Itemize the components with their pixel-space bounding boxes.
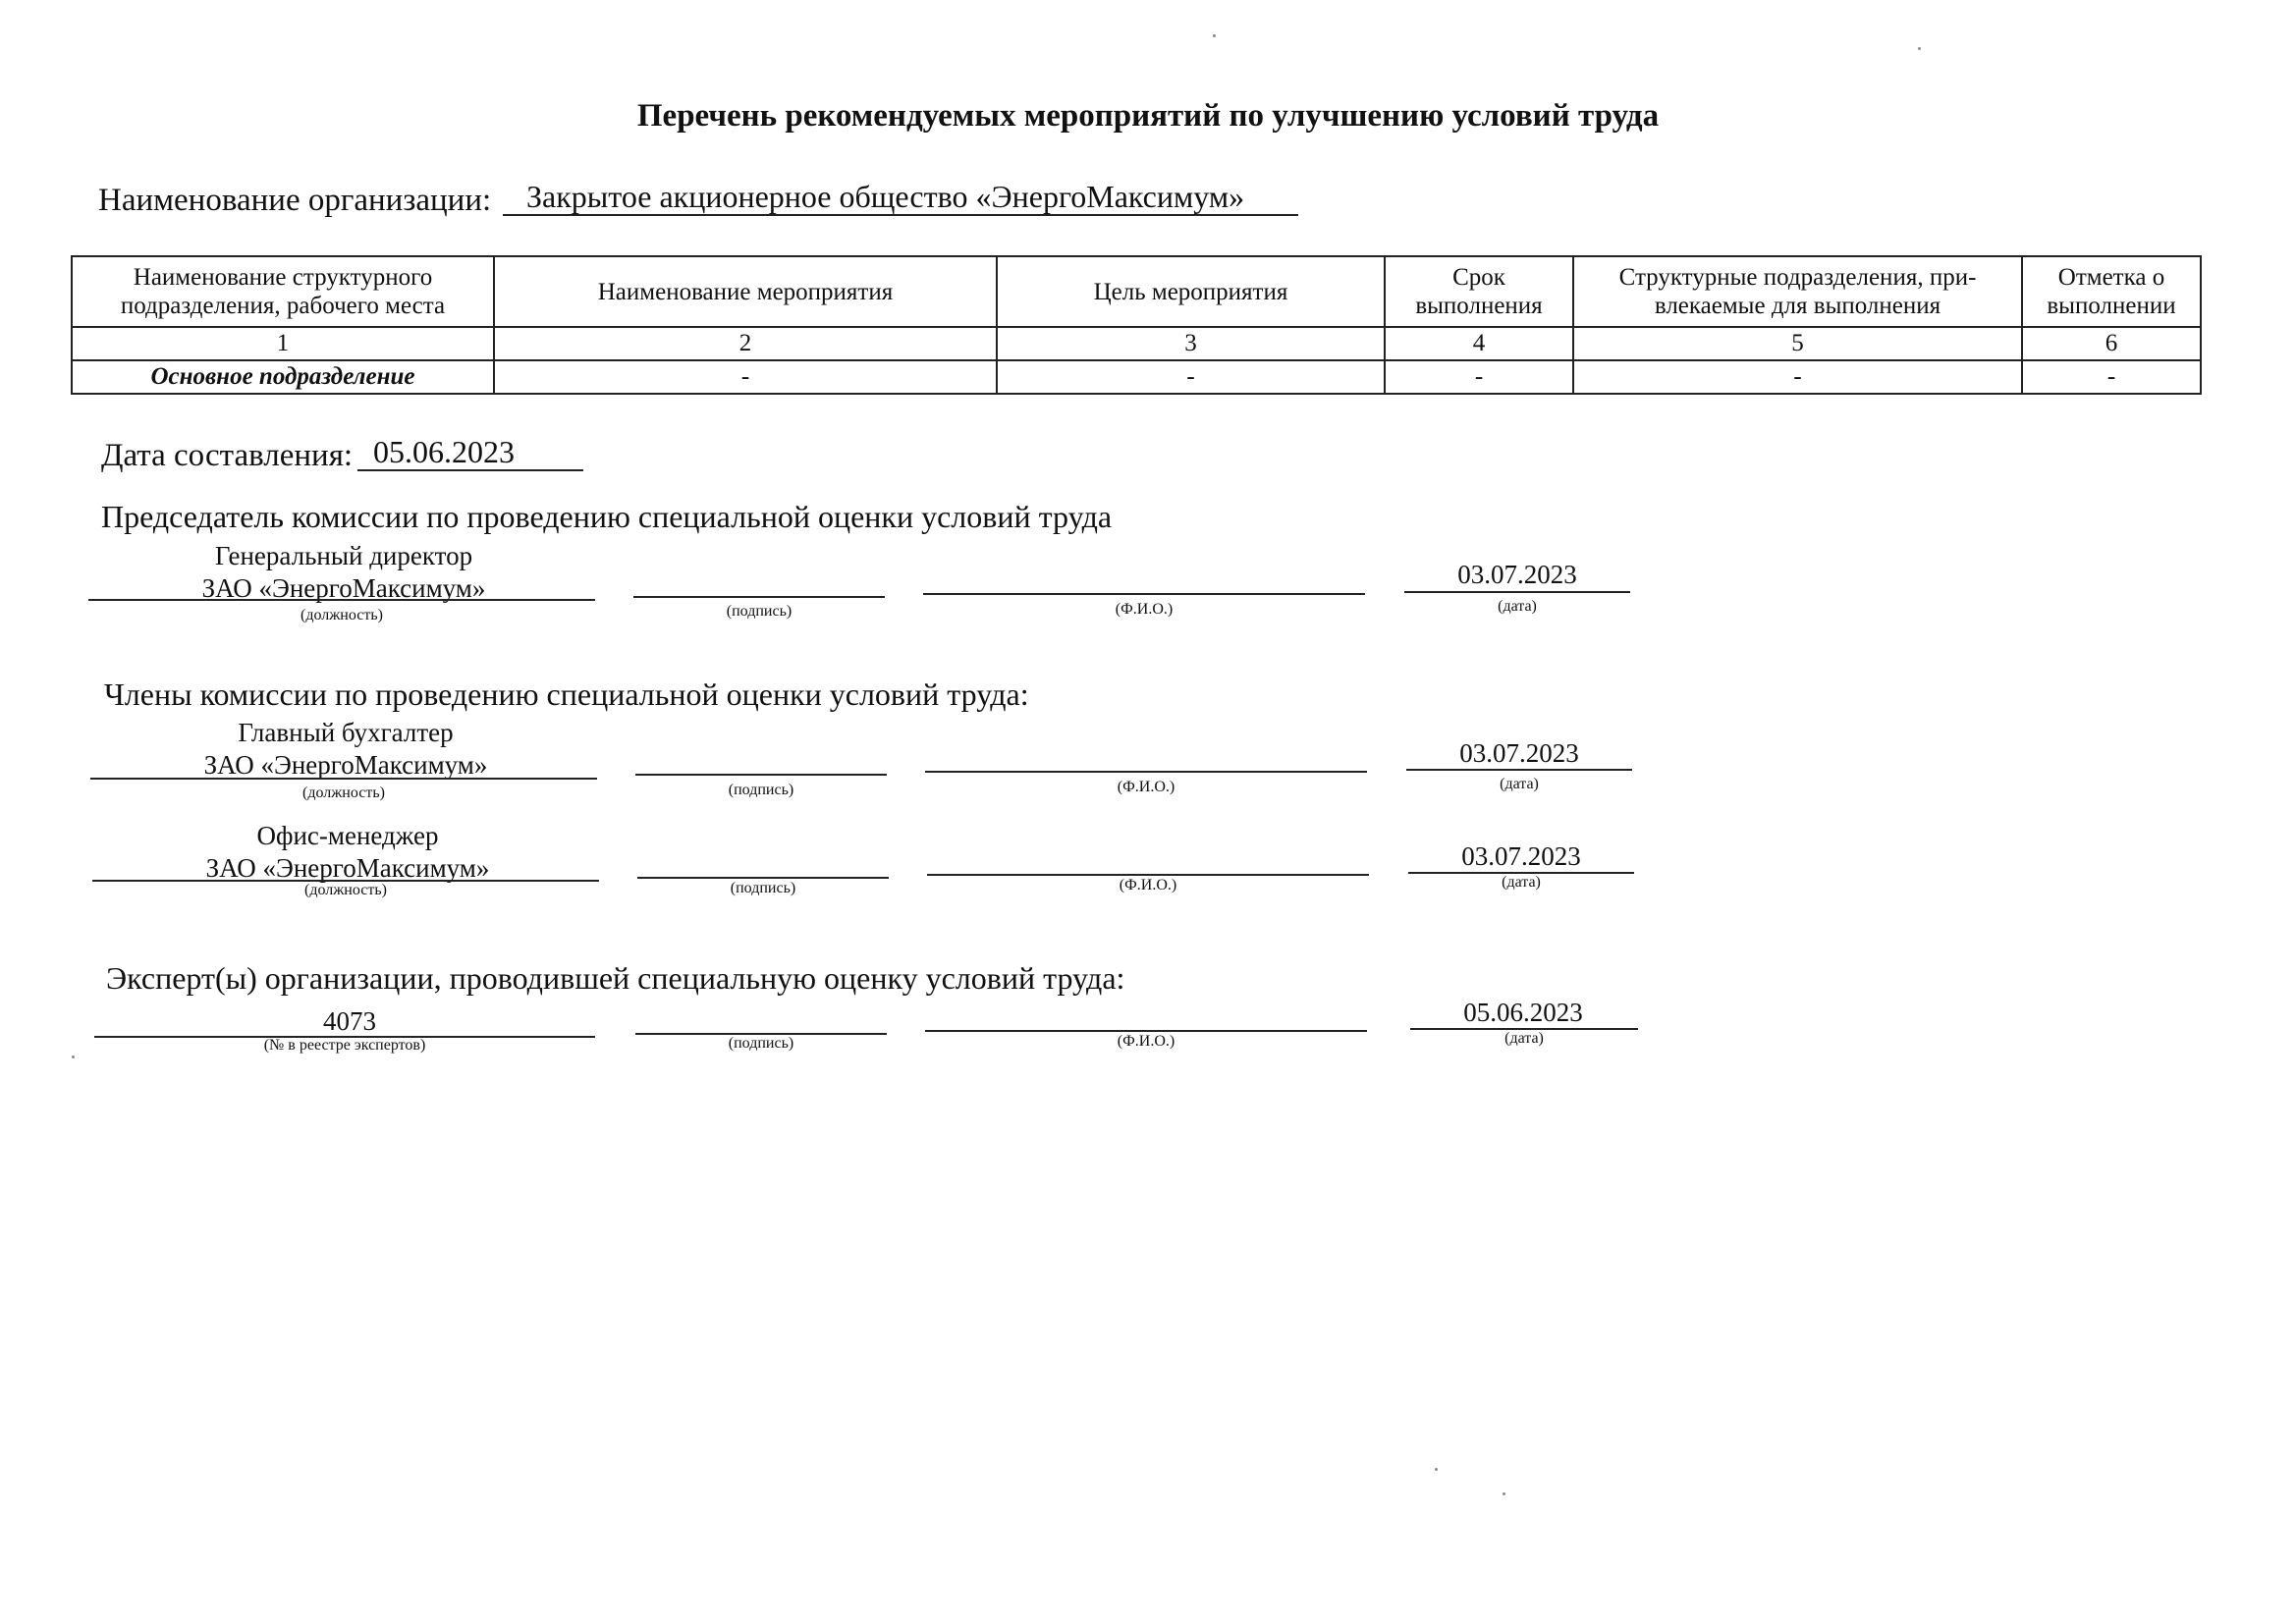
caption-fio: (Ф.И.О.) — [1115, 601, 1174, 618]
number-cell: 2 — [494, 327, 997, 360]
chairman-fio-line[interactable] — [923, 593, 1365, 595]
member-fio-line[interactable] — [925, 771, 1367, 773]
caption-signature: (подпись) — [726, 603, 793, 620]
number-cell: 3 — [997, 327, 1385, 360]
number-cell: 5 — [1573, 327, 2022, 360]
member-position-line1: Главный бухгалтер — [238, 718, 454, 747]
header-cell-involved-units: Структурные подразделения, при-влекаемые для выполнения — [1573, 256, 2022, 327]
scan-speck — [1213, 34, 1216, 37]
caption-fio: (Ф.И.О.) — [1119, 877, 1177, 893]
compiled-date-label: Дата составления: — [101, 438, 354, 473]
caption-date: (дата) — [1498, 598, 1537, 615]
header-cell-goal: Цель мероприятия — [997, 256, 1385, 327]
experts-heading: Эксперт(ы) организации, проводившей специальную оценку условий труда: — [106, 960, 1125, 996]
caption-signature: (подпись) — [730, 880, 796, 896]
caption-fio: (Ф.И.О.) — [1117, 779, 1175, 795]
scan-speck — [72, 1055, 75, 1058]
member-position-line2: ЗАО «ЭнергоМаксимум» — [205, 853, 490, 883]
table-header-row — [72, 256, 2201, 327]
table-cell: - — [997, 360, 1385, 394]
caption-date: (дата) — [1500, 776, 1539, 792]
chairman-date: 03.07.2023 — [1457, 560, 1577, 589]
scan-speck — [1918, 47, 1921, 50]
caption-registry: (№ в реестре экспертов) — [263, 1037, 426, 1054]
table-number-row — [72, 327, 2201, 360]
organization-label: Наименование организации: — [98, 183, 492, 218]
expert-fio-line[interactable] — [925, 1030, 1367, 1032]
caption-date: (дата) — [1504, 1030, 1544, 1047]
scan-speck — [1435, 1468, 1438, 1471]
organization-value: Закрытое акционерное общество «ЭнергоМаксимум» — [503, 179, 1298, 216]
caption-signature: (подпись) — [728, 1035, 794, 1052]
expert-registry-number: 4073 — [323, 1006, 376, 1036]
caption-position: (должность) — [304, 882, 387, 898]
chairman-heading: Председатель комиссии по проведению специальной оценки условий труда — [101, 499, 1113, 534]
member-signature-line[interactable] — [635, 774, 887, 776]
caption-position: (должность) — [301, 607, 383, 623]
member-date: 03.07.2023 — [1461, 841, 1581, 871]
number-cell: 4 — [1385, 327, 1573, 360]
chairman-position-line1: Генеральный директор — [214, 541, 473, 570]
document-title: Перечень рекомендуемых мероприятий по улучшению условий труда — [636, 98, 1660, 134]
member-position-line2: ЗАО «ЭнергоМаксимум» — [203, 750, 488, 780]
header-cell-subdivision: Наименование структурного подразделения, рабочего места — [72, 256, 494, 327]
chairman-signature-line[interactable] — [633, 596, 885, 598]
expert-date: 05.06.2023 — [1463, 998, 1583, 1027]
member-date: 03.07.2023 — [1459, 738, 1579, 768]
header-cell-measure: Наименование мероприятия — [494, 256, 997, 327]
members-heading: Члены комиссии по проведению специальной оценки условий труда: — [104, 676, 1029, 712]
table-cell: - — [1385, 360, 1573, 394]
number-cell: 6 — [2022, 327, 2201, 360]
chairman-position-line — [88, 599, 595, 601]
caption-position: (должность) — [302, 784, 385, 801]
header-cell-deadline: Срок выполнения — [1385, 256, 1573, 327]
chairman-position-line2: ЗАО «ЭнергоМаксимум» — [201, 573, 486, 603]
table-row — [72, 360, 2201, 394]
member-signature-line[interactable] — [637, 877, 889, 879]
scan-speck — [1503, 1492, 1505, 1495]
chairman-position — [88, 540, 599, 605]
member-fio-line[interactable] — [927, 874, 1369, 876]
header-cell-completion-mark: Отметка о выполнении — [2022, 256, 2201, 327]
table-cell: - — [1573, 360, 2022, 394]
table-cell: - — [494, 360, 997, 394]
number-cell: 1 — [72, 327, 494, 360]
compiled-date-value: 05.06.2023 — [357, 434, 583, 471]
member-position — [92, 820, 603, 885]
member-date-line — [1406, 769, 1632, 771]
member-position-line1: Офис-менеджер — [256, 821, 439, 850]
measures-table — [71, 255, 2202, 395]
caption-date: (дата) — [1502, 874, 1541, 891]
caption-signature: (подпись) — [728, 782, 794, 798]
table-cell: - — [2022, 360, 2201, 394]
caption-fio: (Ф.И.О.) — [1117, 1033, 1175, 1050]
chairman-date-line — [1404, 591, 1630, 593]
table-cell-subdivision: Основное подразделение — [72, 360, 494, 394]
member-position-line — [90, 778, 597, 780]
member-position — [90, 717, 601, 782]
